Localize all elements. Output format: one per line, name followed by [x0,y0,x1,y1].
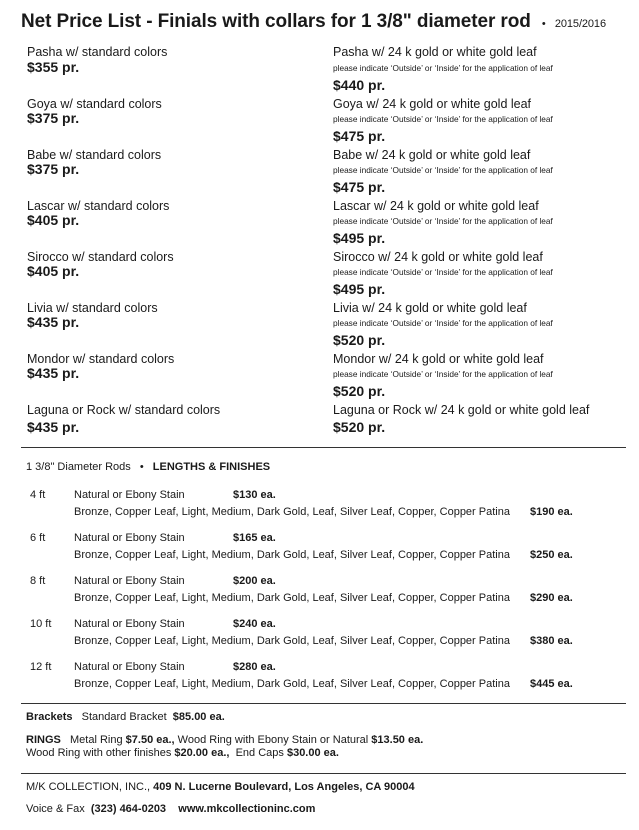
finial-name: Sirocco w/ 24 k gold or white gold leaf [333,250,543,264]
finial-price: $520 pr. [333,419,386,435]
wood-ring-natural-label: Wood Ring with Ebony Stain or Natural [177,734,369,746]
other-finishes-label: Bronze, Copper Leaf, Light, Medium, Dark Gold, Leaf, Silver Leaf, Copper, Copper Patina [74,592,510,604]
finial-name: Mondor w/ standard colors [27,352,175,366]
natural-finish-label: Natural or Ebony Stain [74,489,185,501]
other-finishes-price: $290 ea. [530,592,573,604]
bracket-item: Standard Bracket [81,711,167,723]
leaf-note: please indicate ‘Outside’ or ‘Inside’ for the application of leaf [333,267,553,277]
natural-finish-price: $240 ea. [233,618,276,630]
finial-price: $405 pr. [27,263,80,279]
price-list-year: 2015/2016 [554,18,606,30]
phone-number: (323) 464-0203 [90,803,167,815]
metal-ring-price: $7.50 ea., [125,734,175,746]
finial-name: Mondor w/ 24 k gold or white gold leaf [333,352,544,366]
rings-line-2 [26,747,339,759]
natural-finish-label: Natural or Ebony Stain [74,661,185,673]
other-finishes-label: Bronze, Copper Leaf, Light, Medium, Dark Gold, Leaf, Silver Leaf, Copper, Copper Patina [74,506,510,518]
title-text: Net Price List - Finials with collars for 1 3/8" diameter rod [21,11,531,32]
finial-name: Sirocco w/ standard colors [27,250,174,264]
section-divider [21,773,626,774]
finial-price: $355 pr. [27,59,80,75]
rods-heading-title: LENGTHS & FINISHES [152,461,271,473]
finial-name: Livia w/ standard colors [27,301,158,315]
rod-length: 12 ft [30,661,52,673]
finial-price: $435 pr. [27,419,80,435]
natural-finish-label: Natural or Ebony Stain [74,532,185,544]
finial-price: $475 pr. [333,128,386,144]
finial-price: $375 pr. [27,161,80,177]
finial-name: Lascar w/ standard colors [27,199,170,213]
section-divider [21,447,626,448]
finial-price: $405 pr. [27,212,80,228]
rod-length: 10 ft [30,618,52,630]
metal-ring-label: Metal Ring [70,734,123,746]
section-divider [21,703,626,704]
brackets-label: Brackets [26,711,73,723]
natural-finish-label: Natural or Ebony Stain [74,575,185,587]
end-caps-label: End Caps [235,747,284,759]
leaf-note: please indicate ‘Outside’ or ‘Inside’ for the application of leaf [333,165,553,175]
wood-ring-natural-price: $13.50 ea. [371,734,424,746]
finial-name: Lascar w/ 24 k gold or white gold leaf [333,199,539,213]
contact-line [26,803,315,815]
finial-name: Babe w/ standard colors [27,148,162,162]
finial-price: $435 pr. [27,314,80,330]
finial-price: $435 pr. [27,365,80,381]
leaf-note: please indicate ‘Outside’ or ‘Inside’ for the application of leaf [333,369,553,379]
leaf-note: please indicate ‘Outside’ or ‘Inside’ for the application of leaf [333,318,553,328]
rod-length: 4 ft [30,489,46,501]
finial-name: Livia w/ 24 k gold or white gold leaf [333,301,527,315]
rings-label: RINGS [26,734,61,746]
end-caps-price: $30.00 ea. [286,747,339,759]
website-link[interactable]: www.mkcollectioninc.com [178,803,316,815]
finial-name: Pasha w/ standard colors [27,45,168,59]
title-separator: • [541,18,546,30]
other-finishes-price: $190 ea. [530,506,573,518]
phone-label: Voice & Fax [26,803,85,815]
rods-heading-prefix: 1 3/8" Diameter Rods [26,461,131,473]
wood-ring-other-price: $20.00 ea., [174,747,230,759]
company-address [26,781,415,793]
address: 409 N. Lucerne Boulevard, Los Angeles, CA 90004 [153,781,415,793]
other-finishes-price: $250 ea. [530,549,573,561]
other-finishes-price: $445 ea. [530,678,573,690]
finial-name: Laguna or Rock w/ standard colors [27,403,221,417]
bracket-price: $85.00 ea. [172,711,225,723]
finial-name: Pasha w/ 24 k gold or white gold leaf [333,45,537,59]
finial-price: $495 pr. [333,281,386,297]
rods-heading-separator: • [139,461,144,473]
other-finishes-label: Bronze, Copper Leaf, Light, Medium, Dark Gold, Leaf, Silver Leaf, Copper, Copper Patina [74,549,510,561]
page-title [21,11,606,33]
finial-price: $520 pr. [333,332,386,348]
company-name: M/K COLLECTION, INC., [26,781,151,793]
natural-finish-price: $130 ea. [233,489,276,501]
rod-length: 6 ft [30,532,46,544]
finial-name: Goya w/ 24 k gold or white gold leaf [333,97,532,111]
leaf-note: please indicate ‘Outside’ or ‘Inside’ for the application of leaf [333,114,553,124]
leaf-note: please indicate ‘Outside’ or ‘Inside’ for the application of leaf [333,216,553,226]
brackets-line [26,711,225,723]
wood-ring-other-label: Wood Ring with other finishes [26,747,172,759]
finial-price: $375 pr. [27,110,80,126]
rod-length: 8 ft [30,575,46,587]
finial-price: $495 pr. [333,230,386,246]
rings-line-1 [26,734,423,746]
natural-finish-price: $165 ea. [233,532,276,544]
rods-heading [26,461,270,473]
natural-finish-price: $280 ea. [233,661,276,673]
other-finishes-label: Bronze, Copper Leaf, Light, Medium, Dark Gold, Leaf, Silver Leaf, Copper, Copper Patina [74,635,510,647]
natural-finish-label: Natural or Ebony Stain [74,618,185,630]
finial-price: $440 pr. [333,77,386,93]
natural-finish-price: $200 ea. [233,575,276,587]
other-finishes-label: Bronze, Copper Leaf, Light, Medium, Dark Gold, Leaf, Silver Leaf, Copper, Copper Patina [74,678,510,690]
finial-name: Goya w/ standard colors [27,97,162,111]
other-finishes-price: $380 ea. [530,635,573,647]
finial-name: Laguna or Rock w/ 24 k gold or white gold leaf [333,403,590,417]
finial-price: $520 pr. [333,383,386,399]
leaf-note: please indicate ‘Outside’ or ‘Inside’ for the application of leaf [333,63,553,73]
finial-name: Babe w/ 24 k gold or white gold leaf [333,148,531,162]
finial-price: $475 pr. [333,179,386,195]
